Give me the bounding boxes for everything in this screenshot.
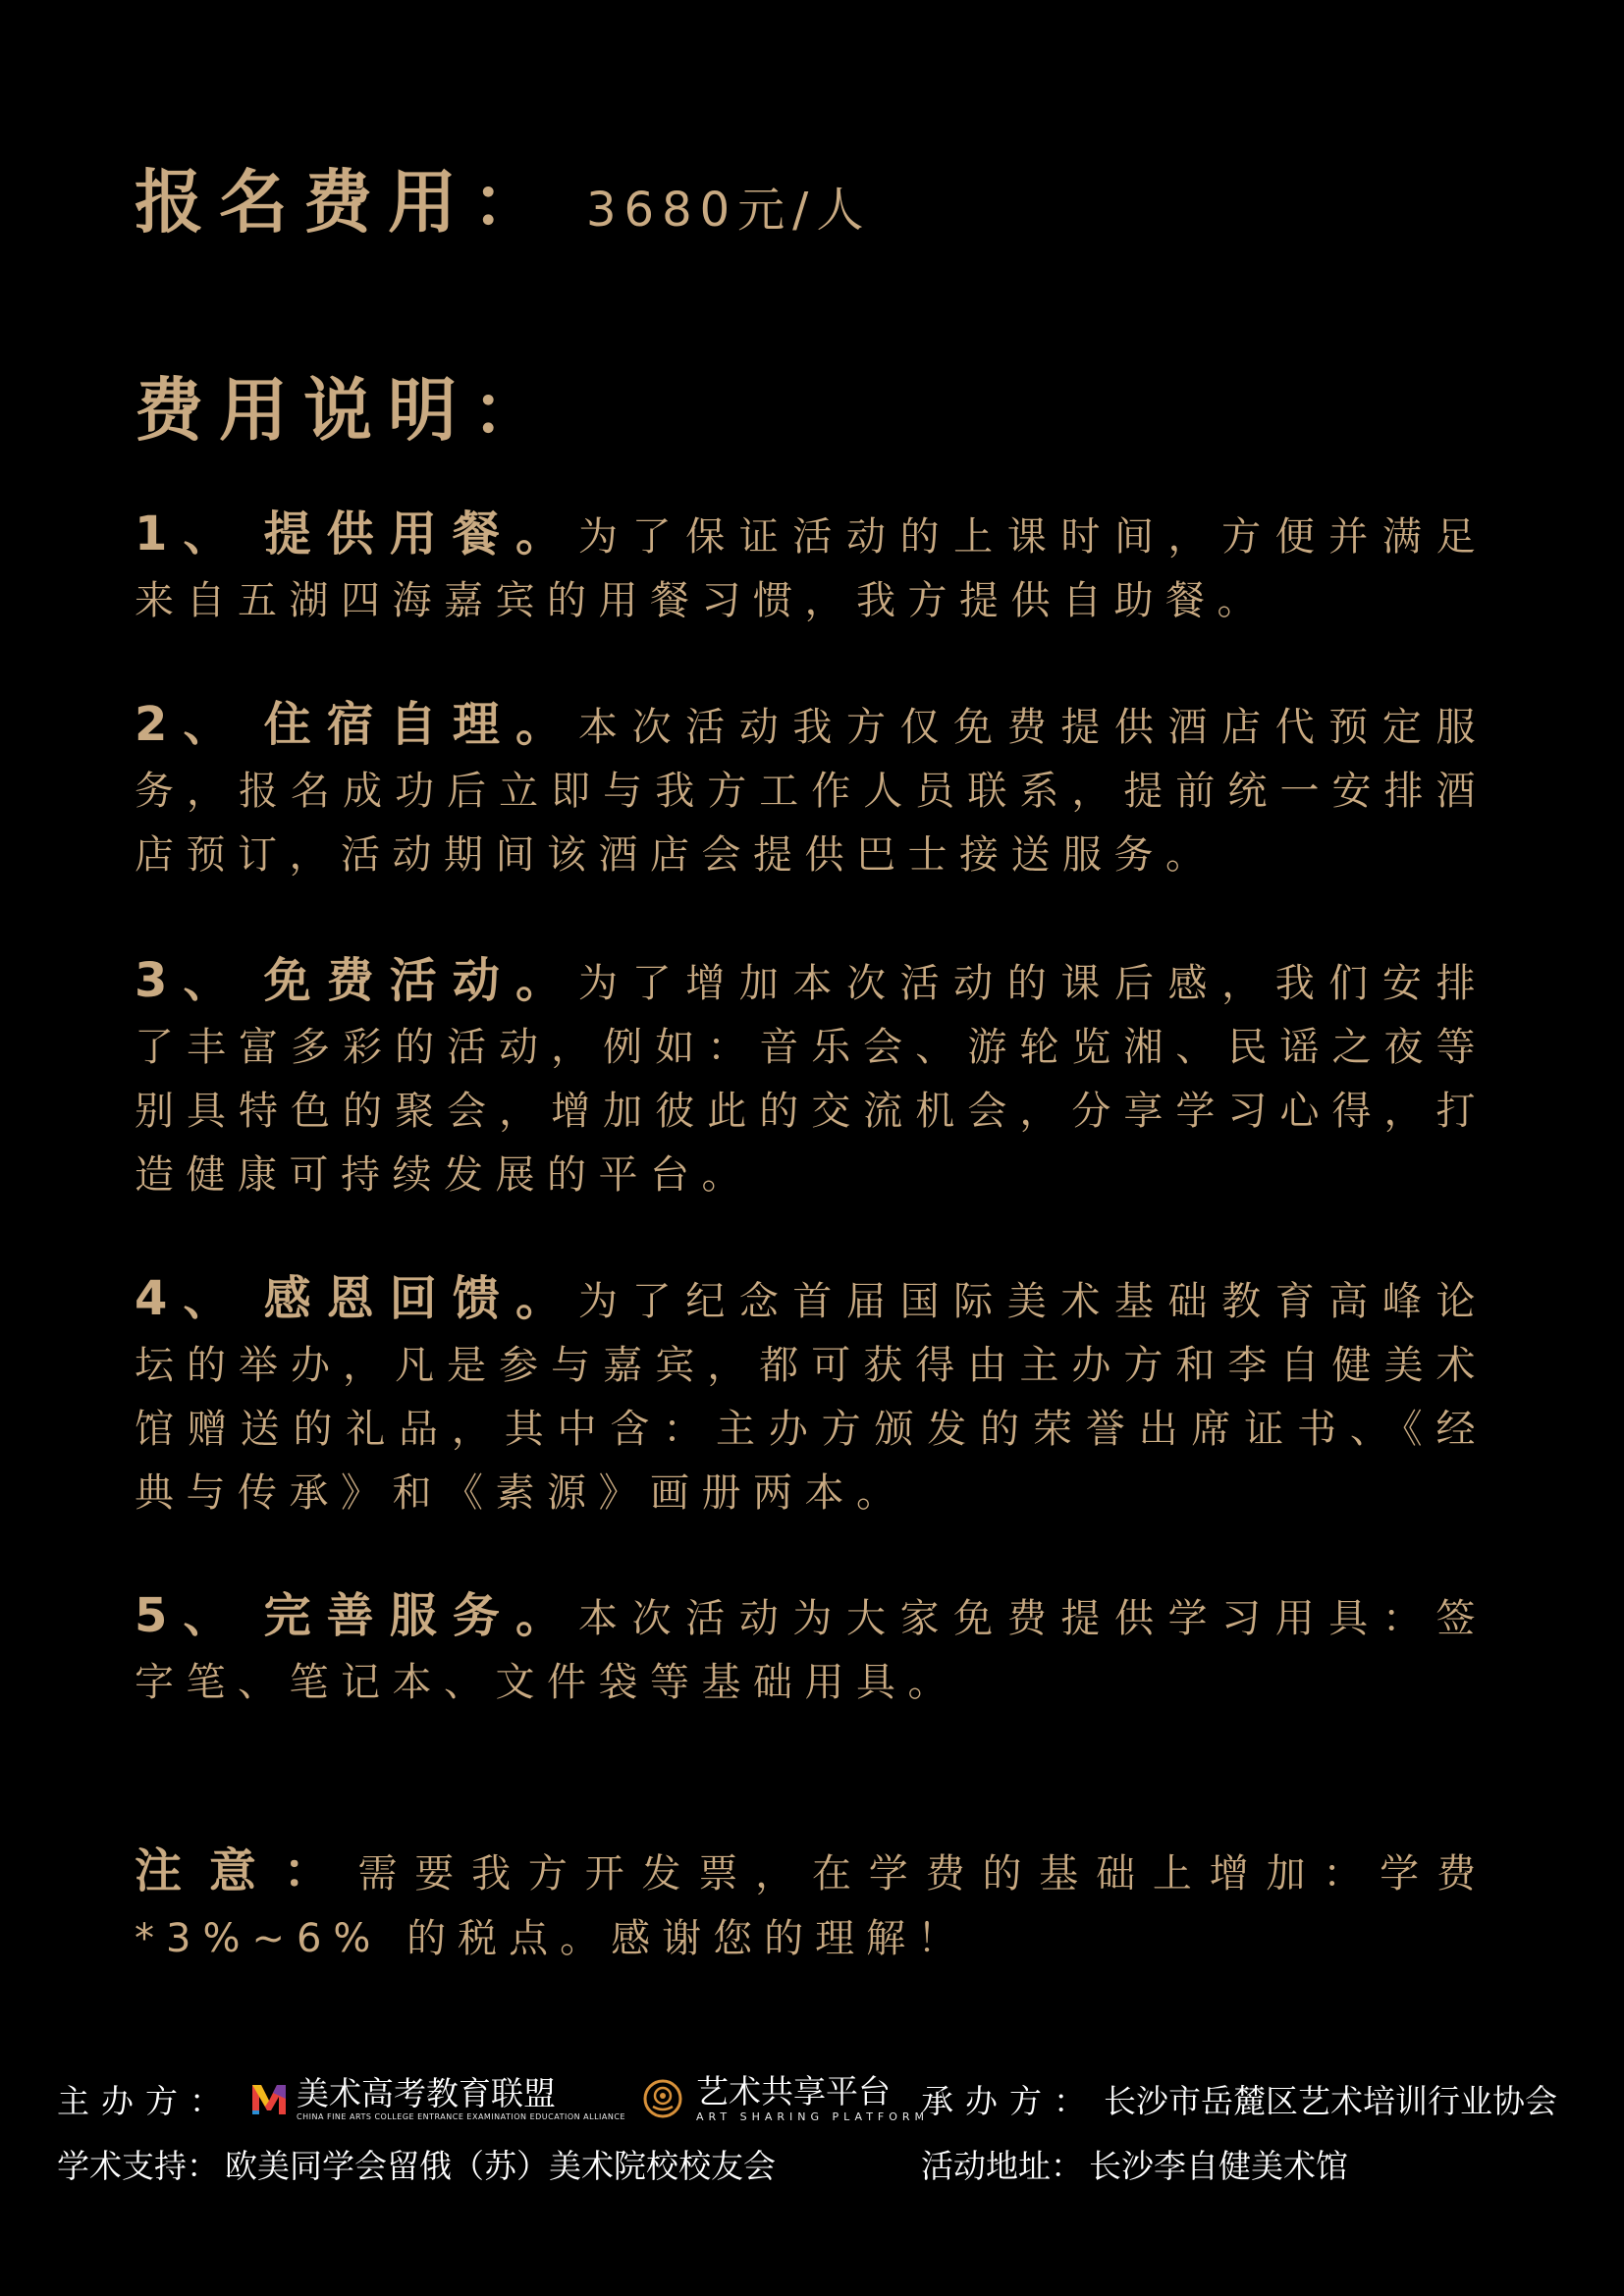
host-org2-name: 艺术共享平台 [696,2072,892,2110]
item-heading: 完善服务。 [263,1588,579,1643]
venue-row [921,2136,1348,2191]
art-sharing-seal-icon [643,2079,682,2118]
note-body: 需要我方开发票，在学费的基础上增加：学费*3%~6% 的税点。感谢您的理解！ [135,1851,1488,1961]
fee-label: 报名费用： [135,162,557,242]
item-number: 3、 [135,953,246,1008]
list-item [135,1267,1488,1525]
item-heading: 感恩回馈。 [263,1271,579,1326]
item-body: 为了保证活动的上课时间，方便并满足来自五湖四海嘉宾的用餐习惯，我方提供自助餐。 [135,514,1488,623]
host-org1-name: 美术高考教育联盟 [297,2073,556,2112]
organizer-label: 承办方： [921,2081,1098,2120]
item-body: 本次活动我方仅免费提供酒店代预定服务，报名成功后立即与我方工作人员联系，提前统一安排酒店预订，活动期间该酒店会提供巴士接送服务。 [135,705,1488,878]
fee-value: 3680元/人 [586,183,872,238]
alliance-m-logo-icon [249,2079,289,2118]
host-row [57,2071,929,2126]
venue-name: 长沙李自健美术馆 [1089,2146,1348,2185]
registration-fee [135,147,871,246]
venue-label: 活动地址： [921,2146,1083,2185]
invoice-note [135,1839,1488,1971]
item-heading: 免费活动。 [263,953,579,1008]
host-org1-subtitle: CHINA FINE ARTS COLLEGE ENTRANCE EXAMINATION EDUCATION ALLIANCE [297,2111,626,2121]
item-body: 为了增加本次活动的课后感，我们安排了丰富多彩的活动，例如：音乐会、游轮览湘、民谣之夜等别具特色的聚会，增加彼此的交流机会，分享学习心得，打造健康可持续发展的平台。 [135,961,1488,1198]
item-number: 2、 [135,697,246,752]
section-title: 费用说明： [135,370,557,451]
note-heading: 注意： [135,1843,358,1898]
list-item [135,693,1488,887]
academic-name: 欧美同学会留俄（苏）美术院校校友会 [225,2146,776,2185]
list-item [135,1584,1488,1715]
organizer-row [921,2071,1557,2126]
host-label: 主办方： [57,2081,234,2120]
academic-row [57,2136,776,2191]
host-org2-subtitle: ART SHARING PLATFORM [696,2110,930,2123]
host-org-alliance [249,2073,626,2121]
academic-label: 学术支持： [57,2146,219,2185]
item-number: 5、 [135,1588,246,1643]
host-org-art-sharing [643,2072,930,2123]
item-body: 本次活动为大家免费提供学习用具：签字笔、笔记本、文件袋等基础用具。 [135,1596,1488,1705]
list-item [135,949,1488,1207]
organizer-name: 长沙市岳麓区艺术培训行业协会 [1104,2081,1557,2120]
item-heading: 提供用餐。 [263,507,579,561]
item-body: 为了纪念首届国际美术基础教育高峰论坛的举办，凡是参与嘉宾，都可获得由主办方和李自健美术馆赠送的礼品，其中含：主办方颁发的荣誉出席证书、《经典与传承》和《素源》画册两本。 [135,1279,1488,1516]
list-item [135,503,1488,633]
item-number: 1、 [135,507,246,561]
item-number: 4、 [135,1271,246,1326]
item-heading: 住宿自理。 [263,697,579,752]
